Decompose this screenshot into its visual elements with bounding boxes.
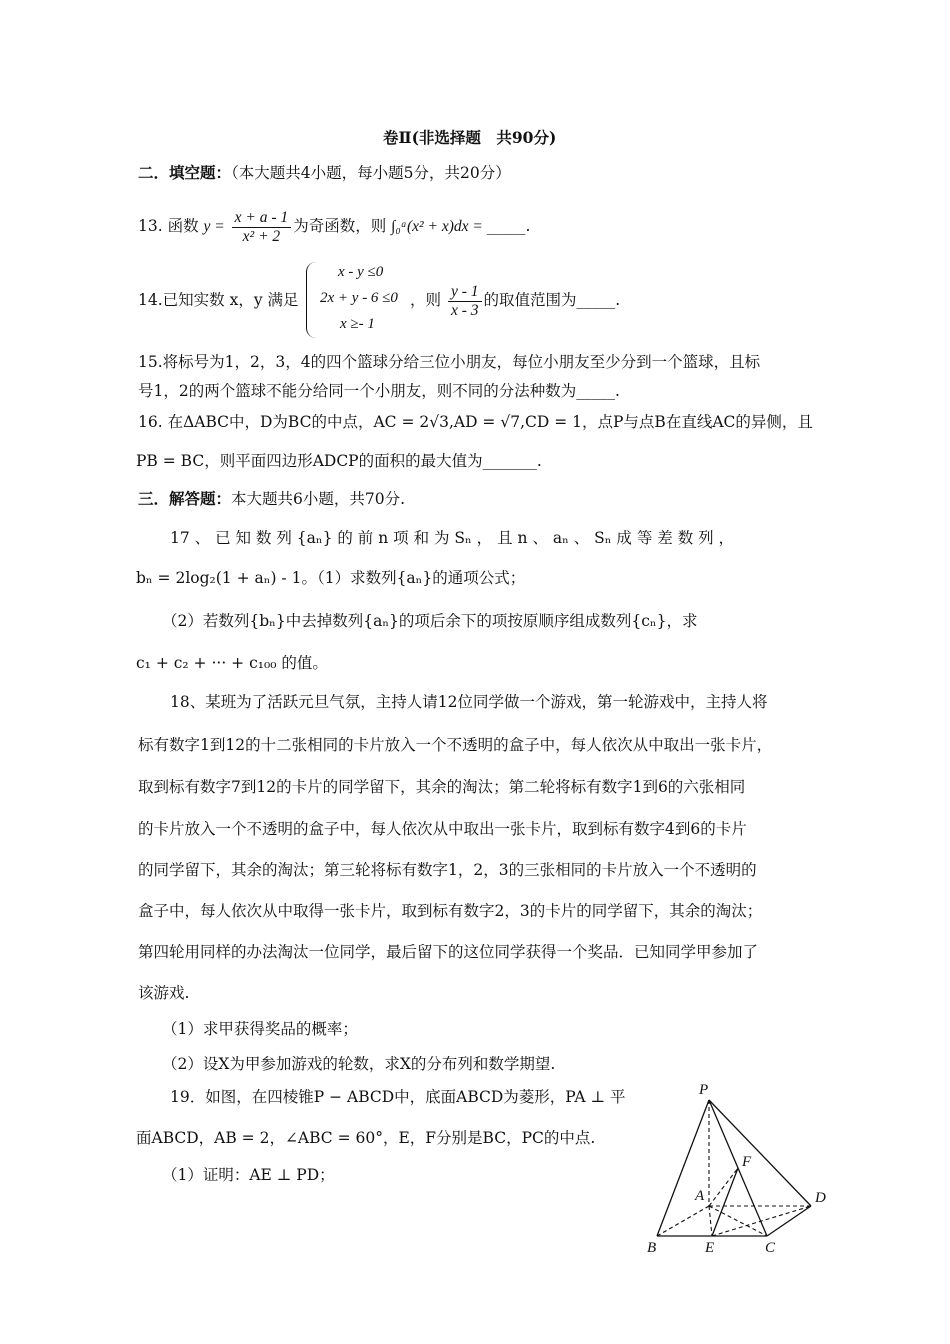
edge-PB — [657, 1100, 709, 1236]
q17-line4: c₁ + c₂ + ··· + c₁₀₀ 的值。 — [136, 654, 328, 672]
q17-line2: bₙ = 2log₂(1 + aₙ) - 1。（1）求数列{aₙ}的通项公式； — [136, 569, 526, 587]
label-A: A — [695, 1188, 705, 1204]
q17-line3: （2）若数列{bₙ}中去掉数列{aₙ}的项后余下的项按原顺序组成数列{cₙ}，求 — [162, 612, 698, 630]
q13-fraction — [232, 209, 292, 246]
label-P: P — [699, 1082, 709, 1098]
q18-sub2: （2）设X为甲参加游戏的轮数，求X的分布列和数学期望. — [162, 1055, 556, 1073]
q14-suffix: 的取值范围为_____. — [483, 291, 621, 309]
q18-line-1: 18、某班为了活跃元旦气氛，主持人请12位同学做一个游戏，第一轮游戏中，主持人将 — [170, 693, 768, 711]
q16-line2: PB = BC，则平面四边形ADCP的面积的最大值为_______. — [136, 452, 542, 470]
edge-PD — [709, 1100, 811, 1206]
q13-integral: ∫₀ᵃ(x² + x)dx = — [391, 218, 487, 235]
q15-line2: 号1，2的两个篮球不能分给同一个小朋友，则不同的分法种数为_____. — [138, 382, 620, 400]
section-title: 卷Ⅱ(非选择题 共90分) — [383, 128, 557, 147]
part2-heading-line — [138, 163, 511, 183]
label-B: B — [647, 1240, 657, 1256]
q18-line-5: 的同学留下，其余的淘汰；第三轮将标有数字1，2，3的三张相同的卡片放入一个不透明的 — [138, 861, 757, 879]
q14-numerator: y - 1 — [448, 283, 482, 302]
label-C: C — [765, 1240, 776, 1256]
q14-denominator: x - 3 — [450, 301, 479, 319]
q18-line-2: 标有数字1到12的十二张相同的卡片放入一个不透明的盒子中，每人依次从中取出一张卡片， — [138, 736, 773, 754]
question-13 — [138, 206, 530, 247]
question-14-prefix: 14.已知实数 x，y 满足 — [138, 291, 299, 309]
q14-fraction — [448, 283, 482, 320]
part2-heading: 二．填空题： — [138, 163, 232, 182]
q14-ineq-1: x - y ≤0 — [338, 264, 384, 280]
part3-heading: 三．解答题： — [138, 489, 232, 508]
q15-line1: 15.将标号为1，2，3，4的四个篮球分给三位小朋友，每位小朋友至少分到一个篮球，且标 — [138, 353, 761, 371]
segment-AF — [709, 1168, 738, 1206]
segment-AE — [709, 1206, 712, 1236]
label-D: D — [815, 1190, 826, 1206]
label-F: F — [742, 1154, 752, 1170]
q18-sub1: （1）求甲获得奖品的概率； — [162, 1020, 358, 1038]
question-14-rest — [410, 280, 620, 320]
q17-line1: 17 、 已 知 数 列 {aₙ} 的 前 n 项 和 为 Sₙ ， 且 n 、 aₙ 、 Sₙ 成 等 差 数 列 ， — [170, 529, 735, 547]
pyramid-figure — [635, 1078, 855, 1278]
q18-line-4: 的卡片放入一个不透明的盒子中，每人依次从中取出一张卡片，取到标有数字4到6的卡片 — [138, 820, 747, 838]
edge-AB — [657, 1206, 709, 1236]
part3-heading-line — [138, 489, 405, 509]
label-E: E — [705, 1240, 715, 1256]
q18-line-8: 该游戏. — [138, 984, 190, 1002]
q18-line-3: 取到标有数字7到12的卡片的同学留下，其余的淘汰；第二轮将标有数字1到6的六张相同 — [138, 778, 746, 796]
q14-mid: ，则 — [410, 291, 442, 309]
q13-blank: _____. — [486, 217, 531, 235]
q19-line3: （1）证明：AE ⊥ PD； — [162, 1166, 335, 1184]
edge-CD — [767, 1206, 811, 1236]
q19-line2: 面ABCD，AB = 2，∠ABC = 60°，E，F分别是BC，PC的中点. — [136, 1129, 596, 1147]
q19-line1: 19．如图，在四棱锥P − ABCD中，底面ABCD为菱形，PA ⊥ 平 — [170, 1088, 626, 1106]
q18-line-6: 盒子中，每人依次从中取得一张卡片，取到标有数字2，3的卡片的同学留下，其余的淘汰； — [138, 902, 763, 920]
q14-ineq-2: 2x + y - 6 ≤0 — [320, 290, 398, 306]
q13-mid: 为奇函数，则 — [293, 217, 387, 235]
part3-note: 本大题共6小题，共70分. — [231, 490, 406, 508]
q16-line1: 16. 在ΔABC中，D为BC的中点，AC = 2√3,AD = √7,CD = 1，点P与点B在直线AC的异侧，且 — [138, 413, 813, 431]
q13-prefix: 13. 函数 — [138, 217, 199, 235]
q14-ineq-3: x ≥- 1 — [340, 316, 375, 332]
q13-numerator: x + a - 1 — [232, 209, 292, 228]
segment-ED — [712, 1206, 811, 1236]
segment-EF — [712, 1168, 738, 1236]
part2-note: （本大题共4小题，每小题5分，共20分） — [231, 164, 511, 182]
q13-func-lhs: y = — [203, 218, 225, 235]
q13-denominator: x² + 2 — [242, 227, 281, 245]
q18-line-7: 第四轮用同样的办法淘汰一位同学，最后留下的这位同学获得一个奖品．已知同学甲参加了 — [138, 943, 759, 961]
q14-brace — [306, 262, 317, 338]
q14-inequality-system — [306, 262, 406, 338]
